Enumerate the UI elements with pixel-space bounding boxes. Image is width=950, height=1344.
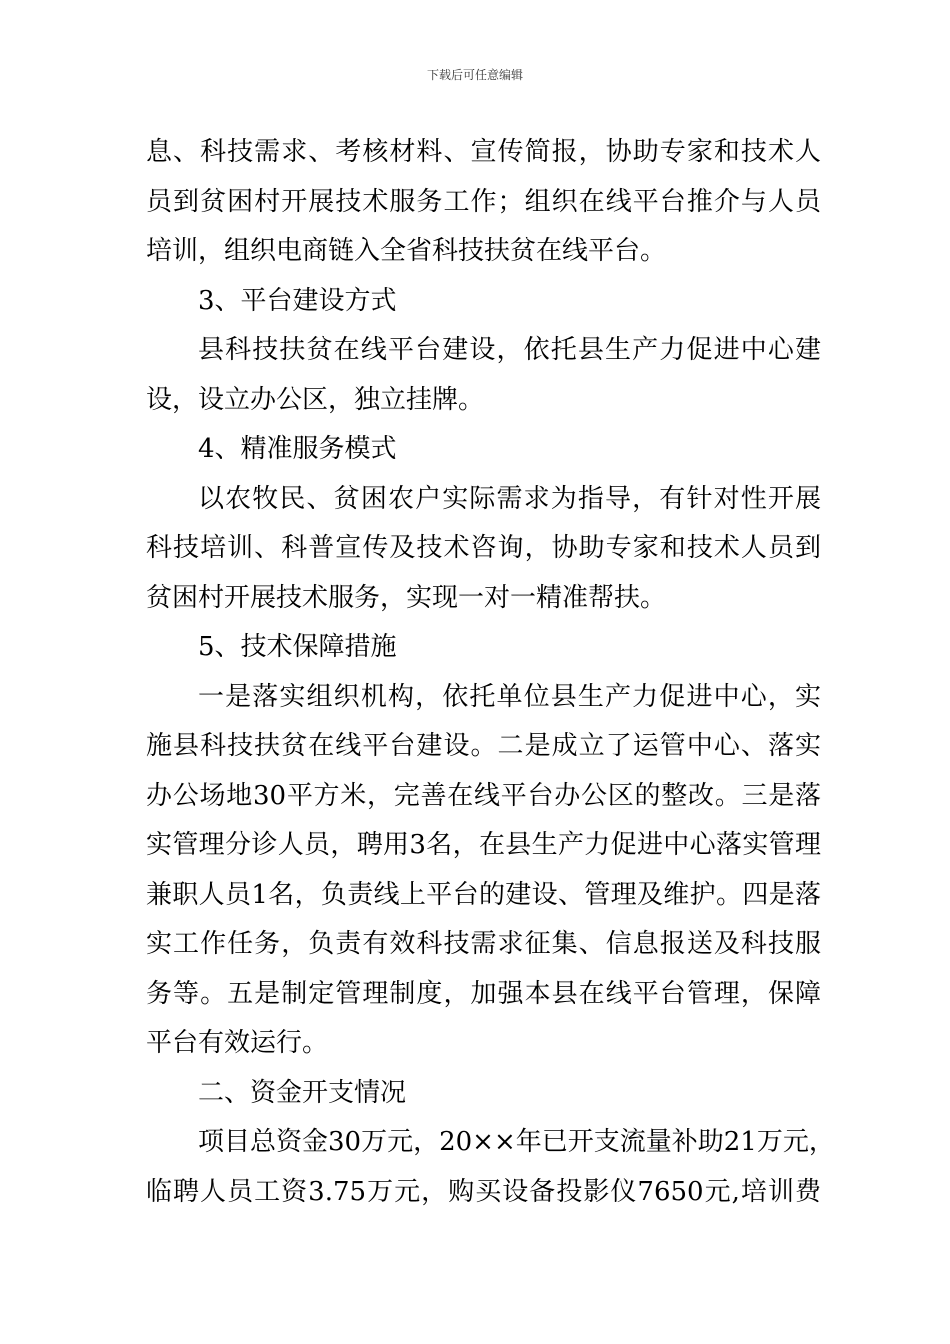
text-line: 设，设立办公区，独立挂牌。 <box>146 384 485 415</box>
text-line: 实工作任务，负责有效科技需求征集、信息报送及科技服 <box>146 929 821 959</box>
text-line: 科技培训、科普宣传及技术咨询，协助专家和技术人员到 <box>146 533 821 563</box>
section-heading: 4、精准服务模式 <box>198 434 397 464</box>
section-heading: 3、平台建设方式 <box>198 285 397 316</box>
text-line: 务等。五是制定管理制度，加强本县在线平台管理，保障 <box>146 978 821 1009</box>
page-header: 下载后可任意编辑 <box>426 68 523 82</box>
text-line: 息、科技需求、考核材料、宣传简报，协助专家和技术人 <box>146 137 821 167</box>
paragraph-first-line: 项目总资金30万元，20××年已开支流量补助21万元， <box>198 1127 835 1157</box>
paragraph-first-line: 以农牧民、贫困农户实际需求为指导，有针对性开展 <box>198 483 821 514</box>
text-line: 临聘人员工资3.75万元，购买设备投影仪7650元,培训费 <box>146 1176 821 1207</box>
text-line: 兼职人员1名，负责线上平台的建设、管理及维护。四是落 <box>146 879 821 910</box>
text-line: 培训，组织电商链入全省科技扶贫在线平台。 <box>146 236 667 266</box>
text-line: 平台有效运行。 <box>146 1028 329 1058</box>
section-heading: 5、技术保障措施 <box>198 632 397 662</box>
section-heading: 二、资金开支情况 <box>198 1077 407 1108</box>
document-body <box>146 128 835 1217</box>
text-line: 员到贫困村开展技术服务工作；组织在线平台推介与人员 <box>146 186 821 217</box>
paragraph-first-line: 一是落实组织机构，依托单位县生产力促进中心，实 <box>198 681 821 712</box>
text-line: 施县科技扶贫在线平台建设。二是成立了运管中心、落实 <box>146 731 821 761</box>
text-line: 办公场地30平方米，完善在线平台办公区的整改。三是落 <box>146 780 821 811</box>
paragraph-first-line: 县科技扶贫在线平台建设，依托县生产力促进中心建 <box>198 335 821 365</box>
text-line: 实管理分诊人员，聘用3名，在县生产力促进中心落实管理 <box>146 830 821 860</box>
text-line: 贫困村开展技术服务，实现一对一精准帮扶。 <box>146 582 667 613</box>
